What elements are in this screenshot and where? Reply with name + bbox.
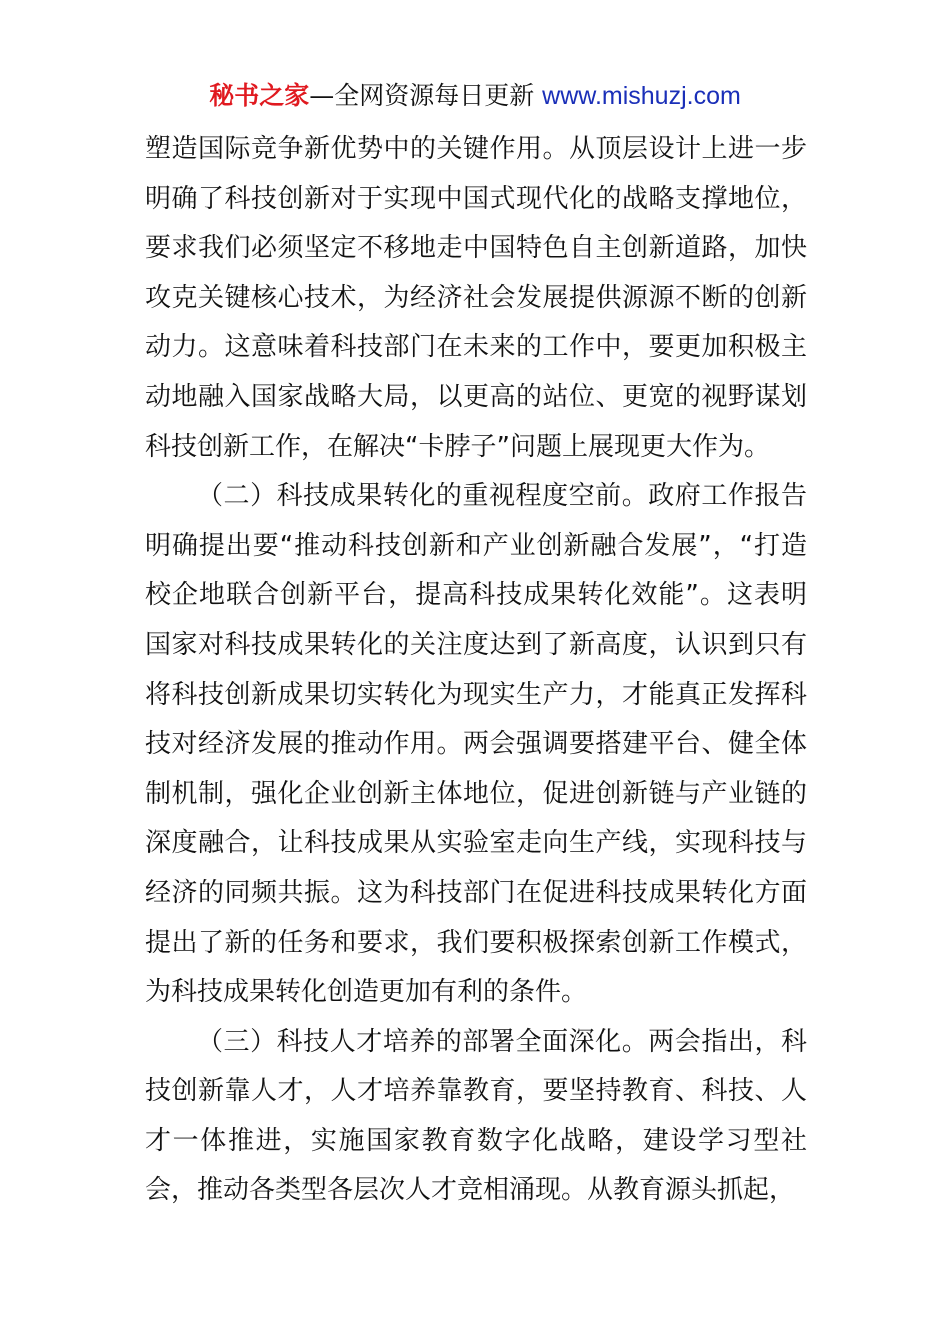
- paragraph-section-2: （二）科技成果转化的重视程度空前。政府工作报告明确提出要“推动科技创新和产业创新融合发展”，“打造校企地联合创新平台，提高科技成果转化效能”。这表明国家对科技成果转化的关注度达到了新高度，认识到只有将科技创新成果切实转化为现实生产力，才能真正发挥科技对经济发展的推动作用。两会强调要搭建平台、健全体制机制，强化企业创新主体地位，促进创新链与产业链的深度融合，让科技成果从实验室走向生产线，实现科技与经济的同频共振。这为科技部门在促进科技成果转化方面提出了新的任务和要求，我们要积极探索创新工作模式，为科技成果转化创造更加有利的条件。: [145, 481, 807, 1008]
- paragraph-section-3: （三）科技人才培养的部署全面深化。两会指出，科技创新靠人才，人才培养靠教育，要坚持教育、科技、人才一体推进，实施国家教育数字化战略，建设学习型社会，推动各类型各层次人才竞相涌现。从教育源头抓起，: [145, 1026, 807, 1206]
- website-link[interactable]: www.mishuzj.com: [542, 82, 741, 110]
- brand-name: 秘书之家: [209, 81, 310, 110]
- page-header: [0, 80, 950, 112]
- document-body: [145, 125, 807, 1216]
- header-tagline: —全网资源每日更新: [309, 81, 543, 110]
- paragraph-continued: 塑造国际竞争新优势中的关键作用。从顶层设计上进一步明确了科技创新对于实现中国式现代化的战略支撑地位，要求我们必须坚定不移地走中国特色自主创新道路，加快攻克关键核心技术，为经济社会发展提供源源不断的创新动力。这意味着科技部门在未来的工作中，要更加积极主动地融入国家战略大局，以更高的站位、更宽的视野谋划科技创新工作，在解决“卡脖子”问题上展现更大作为。: [145, 134, 807, 462]
